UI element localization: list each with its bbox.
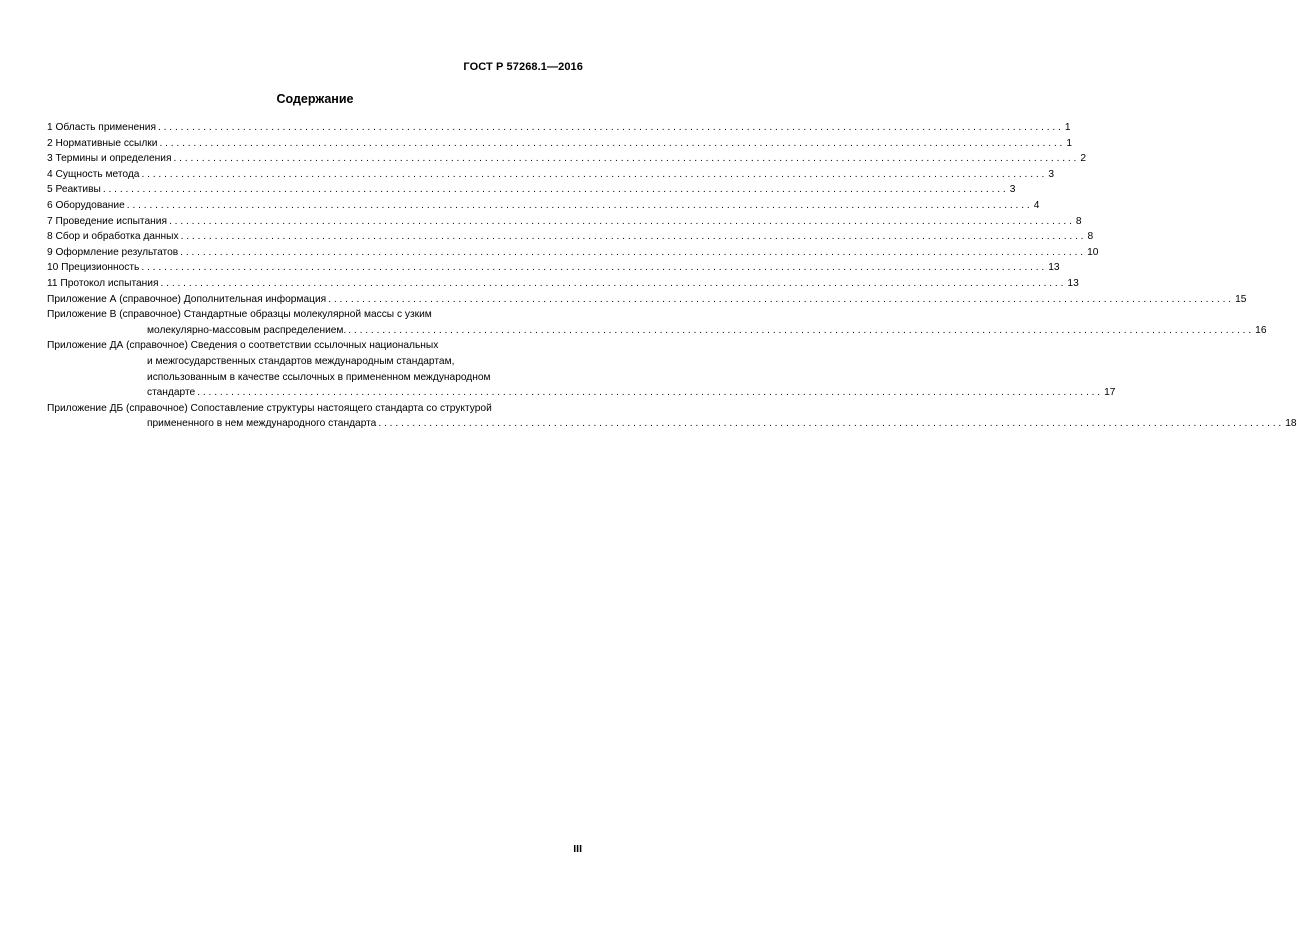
toc-entry-6[interactable] <box>47 198 1040 214</box>
toc-entry-page: 13 <box>1048 262 1060 274</box>
toc-leader-dots <box>103 182 1006 198</box>
toc-appendix-db[interactable] <box>47 401 1297 432</box>
document-code: ГОСТ Р 57268.1—2016 <box>463 61 583 73</box>
toc-entry-label: 6 Оборудование <box>47 199 125 211</box>
toc-entry-page: 1 <box>1066 137 1073 149</box>
toc-entry-label: 9 Оформление результатов <box>47 246 179 258</box>
toc-entry-label: 1 Область применения <box>47 122 156 133</box>
toc-entry-label: Приложение ДА (справочное) Сведения о соответствии ссылочных национальных <box>47 340 439 352</box>
toc-leader-dots <box>197 385 1100 401</box>
toc-entry-page: 2 <box>1080 153 1087 165</box>
toc-entry-label: примененного в нем международного стандарта <box>147 418 377 430</box>
toc-entry-page: 13 <box>1067 277 1079 289</box>
toc-entry-page: 8 <box>1087 231 1094 243</box>
toc-appendix-da[interactable] <box>47 338 1116 400</box>
toc-entry-label: 4 Сущность метода <box>47 168 140 180</box>
toc-entry-continuation <box>47 416 1297 432</box>
toc-leader-dots <box>348 323 1251 339</box>
toc-entry-page: 1 <box>1064 122 1071 133</box>
toc-appendix-a[interactable] <box>47 292 1247 308</box>
toc-entry-label: Приложение ДБ (справочное) Сопоставление структуры настоящего стандарта со структурой <box>47 402 492 414</box>
toc-entry-label: Приложение В (справочное) Стандартные образцы молекулярной массы с узким <box>47 309 432 321</box>
toc-entry-11[interactable] <box>47 276 1079 292</box>
toc-leader-dots <box>181 229 1084 245</box>
toc-entry-label: 11 Протокол испытания <box>47 277 159 289</box>
toc-title: Содержание <box>276 92 354 106</box>
toc-leader-dots <box>141 167 1044 183</box>
toc-entry-9[interactable] <box>47 245 1099 261</box>
toc-leader-dots <box>378 416 1281 432</box>
toc-entry-page: 16 <box>1255 324 1267 336</box>
toc-entry-page: 18 <box>1285 418 1297 430</box>
toc-appendix-b[interactable] <box>47 307 1267 338</box>
toc-leader-dots <box>180 245 1083 261</box>
table-of-contents <box>47 120 1297 432</box>
toc-entry-page: 8 <box>1075 215 1082 227</box>
toc-entry-page: 3 <box>1048 168 1055 180</box>
toc-entry-label: стандарте <box>147 387 196 399</box>
toc-entry-5[interactable] <box>47 182 1016 198</box>
toc-leader-dots <box>127 198 1030 214</box>
toc-leader-dots <box>161 276 1064 292</box>
toc-entry-label: 10 Прецизионность <box>47 262 140 274</box>
toc-leader-dots <box>173 151 1076 167</box>
toc-entry-label: 8 Сбор и обработка данных <box>47 231 179 243</box>
toc-leader-dots <box>328 292 1231 308</box>
toc-entry-1[interactable] <box>47 120 1071 136</box>
toc-entry-label: 2 Нормативные ссылки <box>47 137 158 149</box>
toc-leader-dots <box>169 214 1072 230</box>
toc-entry-page: 3 <box>1009 184 1016 196</box>
toc-entry-page: 10 <box>1087 246 1099 258</box>
toc-entry-label: 7 Проведение испытания <box>47 215 167 227</box>
toc-entry-page: 17 <box>1104 387 1116 399</box>
toc-leader-dots <box>158 120 1061 136</box>
toc-entry-page: 15 <box>1235 293 1247 305</box>
toc-entry-4[interactable] <box>47 167 1055 183</box>
toc-entry-page: 4 <box>1033 199 1040 211</box>
toc-leader-dots <box>141 260 1044 276</box>
toc-entry-7[interactable] <box>47 214 1082 230</box>
toc-entry-3[interactable] <box>47 151 1087 167</box>
page-number: III <box>573 843 582 855</box>
toc-entry-label: 5 Реактивы <box>47 184 101 196</box>
toc-entry-continuation <box>47 385 1116 401</box>
toc-entry-label: использованным в качестве ссылочных в примененном международном <box>147 371 491 383</box>
toc-entry-10[interactable] <box>47 260 1060 276</box>
toc-entry-2[interactable] <box>47 136 1073 152</box>
toc-entry-continuation <box>47 323 1267 339</box>
toc-entry-8[interactable] <box>47 229 1094 245</box>
toc-entry-label: и межгосударственных стандартов международным стандартам, <box>147 355 455 367</box>
toc-entry-label: Приложение А (справочное) Дополнительная информация <box>47 293 327 305</box>
toc-leader-dots <box>159 136 1062 152</box>
toc-entry-label: молекулярно-массовым распределением. <box>147 324 347 336</box>
toc-entry-label: 3 Термины и определения <box>47 153 172 165</box>
